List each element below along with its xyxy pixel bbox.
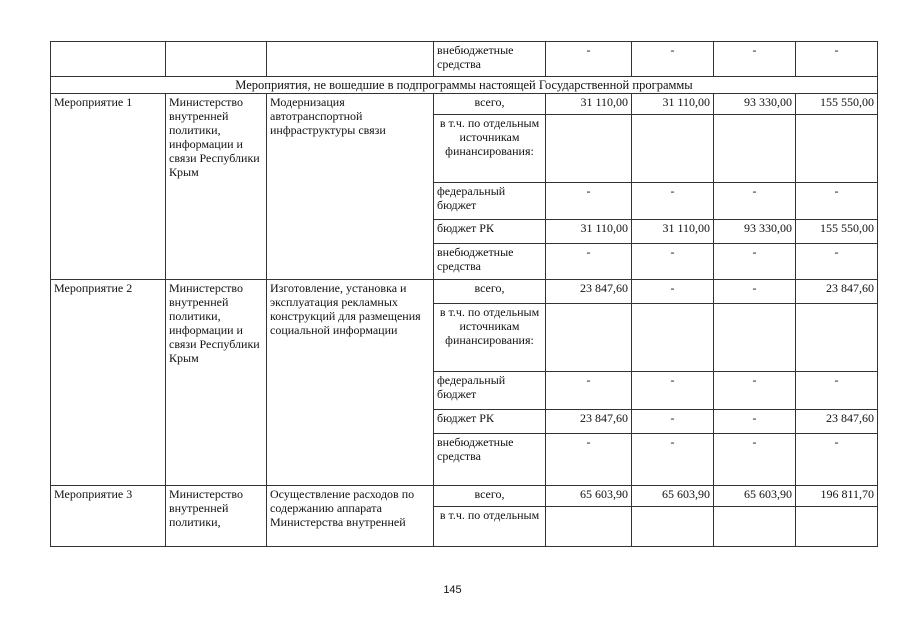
funding-source-cell: федеральный бюджет [434,372,546,410]
value-cell: - [796,183,878,220]
value-cell [546,304,632,372]
value-cell: - [714,244,796,280]
value-cell [632,507,714,547]
funding-source-cell: внебюджетные средства [434,434,546,486]
event-name: Мероприятие 2 [51,280,166,486]
event-description: Осуществление расходов по содержанию аппарата Министерства внутренней [267,486,434,547]
funding-source-cell: внебюджетные средства [434,244,546,280]
value-cell: 65 603,90 [714,486,796,507]
value-cell: 93 330,00 [714,94,796,115]
value-cell: 93 330,00 [714,220,796,244]
value-cell: - [796,372,878,410]
value-cell: - [796,434,878,486]
value-cell [632,304,714,372]
value-cell: 31 110,00 [632,220,714,244]
value-cell [714,507,796,547]
value-cell: - [632,410,714,434]
value-cell: 65 603,90 [632,486,714,507]
event-description: Изготовление, установка и эксплуатация рекламных конструкций для размещения социальной информации [267,280,434,486]
event-executor: Министерство внутренней политики, [166,486,267,547]
value-cell: 65 603,90 [546,486,632,507]
value-cell: - [632,42,714,77]
value-cell: - [632,183,714,220]
funding-source-cell: федеральный бюджет [434,183,546,220]
value-cell: - [632,372,714,410]
value-cell [632,115,714,183]
value-cell: - [546,183,632,220]
value-cell: - [546,42,632,77]
value-cell [714,115,796,183]
funding-source-cell: внебюджетные средства [434,42,546,77]
value-cell: - [632,244,714,280]
value-cell: 31 110,00 [632,94,714,115]
value-cell: - [714,410,796,434]
value-cell: 23 847,60 [796,280,878,304]
empty-cell [267,42,434,77]
page-number: 145 [443,584,462,596]
value-cell: 196 811,70 [796,486,878,507]
value-cell: 23 847,60 [796,410,878,434]
value-cell [796,507,878,547]
table-row [51,42,878,77]
value-cell: 31 110,00 [546,220,632,244]
value-cell: - [714,434,796,486]
value-cell: - [632,434,714,486]
value-cell: 155 550,00 [796,94,878,115]
value-cell: - [714,372,796,410]
table-row [51,486,878,507]
funding-source-cell: в т.ч. по отдельным [434,507,546,547]
value-cell: - [796,42,878,77]
funding-source-cell: всего, [434,486,546,507]
budget-table [50,41,878,547]
funding-source-cell: бюджет РК [434,410,546,434]
value-cell: - [546,372,632,410]
funding-source-cell: в т.ч. по отдельным источникам финансирования: [434,304,546,372]
funding-source-cell: в т.ч. по отдельным источникам финансирования: [434,115,546,183]
value-cell: 155 550,00 [796,220,878,244]
value-cell: - [714,280,796,304]
section-header: Мероприятия, не вошедшие в подпрограммы настоящей Государственной программы [51,77,878,94]
value-cell [796,304,878,372]
value-cell: 23 847,60 [546,280,632,304]
funding-source-cell: бюджет РК [434,220,546,244]
value-cell: - [632,280,714,304]
section-header-row [51,77,878,94]
value-cell: - [796,244,878,280]
table-row [51,280,878,304]
value-cell [546,507,632,547]
funding-source-cell: всего, [434,280,546,304]
table-row [51,94,878,115]
value-cell: - [714,42,796,77]
empty-cell [51,42,166,77]
value-cell: - [714,183,796,220]
funding-source-cell: всего, [434,94,546,115]
empty-cell [166,42,267,77]
value-cell [796,115,878,183]
event-executor: Министерство внутренней политики, информации и связи Республики Крым [166,280,267,486]
event-name: Мероприятие 1 [51,94,166,280]
value-cell: 31 110,00 [546,94,632,115]
value-cell: - [546,434,632,486]
value-cell [714,304,796,372]
event-description: Модернизация автотранспортной инфраструктуры связи [267,94,434,280]
value-cell: - [546,244,632,280]
value-cell: 23 847,60 [546,410,632,434]
event-name: Мероприятие 3 [51,486,166,547]
value-cell [546,115,632,183]
event-executor: Министерство внутренней политики, информации и связи Республики Крым [166,94,267,280]
